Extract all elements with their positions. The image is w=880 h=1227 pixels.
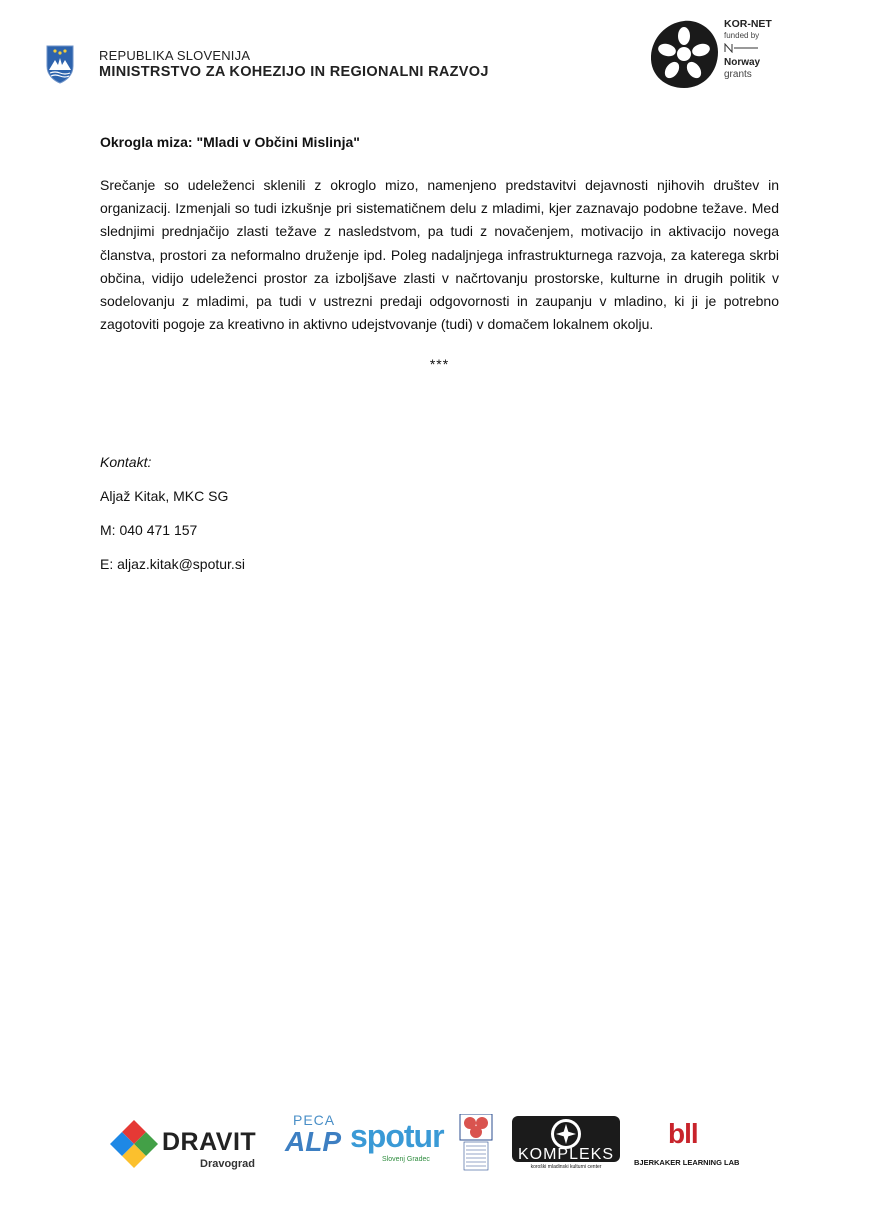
ministry-text [99, 44, 489, 80]
kompleks-logo [512, 1116, 620, 1172]
section-separator: *** [429, 356, 450, 373]
spotur-name: spotur [350, 1118, 444, 1154]
alp-label: ALP [285, 1126, 341, 1157]
spotur-logo [350, 1114, 444, 1172]
grants-label: grants [724, 69, 752, 80]
kompleks-name: KOMPLEKS [517, 1146, 615, 1163]
main-paragraph: Srečanje so udeleženci sklenili z okroglo mizo, namenjeno predstavitvi dejavnosti njihovih društev in organizacij. Izmenjali so tudi izkušnje pri sistematičnem delu z mladimi, kjer zaznavajo podobne težave. Med slednjimi prednjačijo zlasti težave z nasledstvom, pa tudi z novačenjem, motivacijo in aktivacijo novega članstva, prostori za neformalno druženje ipd. Poleg nadaljnjega infrastrukturnega razvoja, za katerega skrbi občina, vidijo udeleženci prostor za izboljšave zlasti v načrtovanju prostorske, kulturne in drugih politik v sodelovanju z mladimi, pa tudi v ustrezni predaji odgovornosti in zaupanju v mladino, ki ji je potrebno zagotoviti pogoje za kreativno in aktivno udejstvovanje (tudi) v domačem lokalnem okolju. [100, 177, 779, 333]
dravit-sub: Dravograd [200, 1158, 256, 1170]
bll-logo [634, 1118, 746, 1172]
kor-net-blob-icon [648, 18, 720, 90]
republic-label: REPUBLIKA SLOVENIJA [99, 48, 251, 63]
dravit-logo [108, 1118, 273, 1170]
contact-name: Aljaž Kitak, MKC SG [100, 488, 229, 504]
bll-sub: BJERKAKER LEARNING LAB [634, 1158, 740, 1167]
kor-net-text [724, 18, 772, 81]
norway-label: Norway [724, 57, 761, 68]
contact-section [100, 454, 245, 590]
kompleks-sub: koroški mladinski kulturni center [530, 1164, 602, 1170]
dravit-diamond-icon [108, 1118, 160, 1170]
document-title: Okrogla miza: "Mladi v Občini Mislinja" [100, 134, 360, 150]
dravit-name: DRAVIT [162, 1128, 257, 1156]
contact-email: E: aljaz.kitak@spotur.si [100, 556, 245, 572]
peca-label: PECA [293, 1112, 336, 1128]
contact-mobile: M: 040 471 157 [100, 522, 198, 538]
chamber-emblem-icon [456, 1114, 496, 1172]
ministry-label: MINISTRSTVO ZA KOHEZIJO IN REGIONALNI RAZVOJ [99, 64, 489, 80]
peca-alp-logo [283, 1112, 345, 1176]
document-body [100, 134, 779, 372]
ministry-header [45, 44, 489, 84]
kor-net-title: KOR-NET [724, 18, 772, 30]
chamber-logo [456, 1114, 496, 1172]
funded-by-label: funded by [724, 31, 760, 40]
contact-heading: Kontakt: [100, 454, 152, 470]
kor-net-logo [648, 18, 778, 90]
footer-logos [0, 1112, 880, 1176]
spotur-sub: Slovenj Gradec [382, 1156, 430, 1163]
norway-grants-mark-icon [724, 43, 760, 53]
bll-mark: bll [668, 1118, 698, 1149]
slovenia-coat-of-arms-icon [45, 44, 75, 84]
